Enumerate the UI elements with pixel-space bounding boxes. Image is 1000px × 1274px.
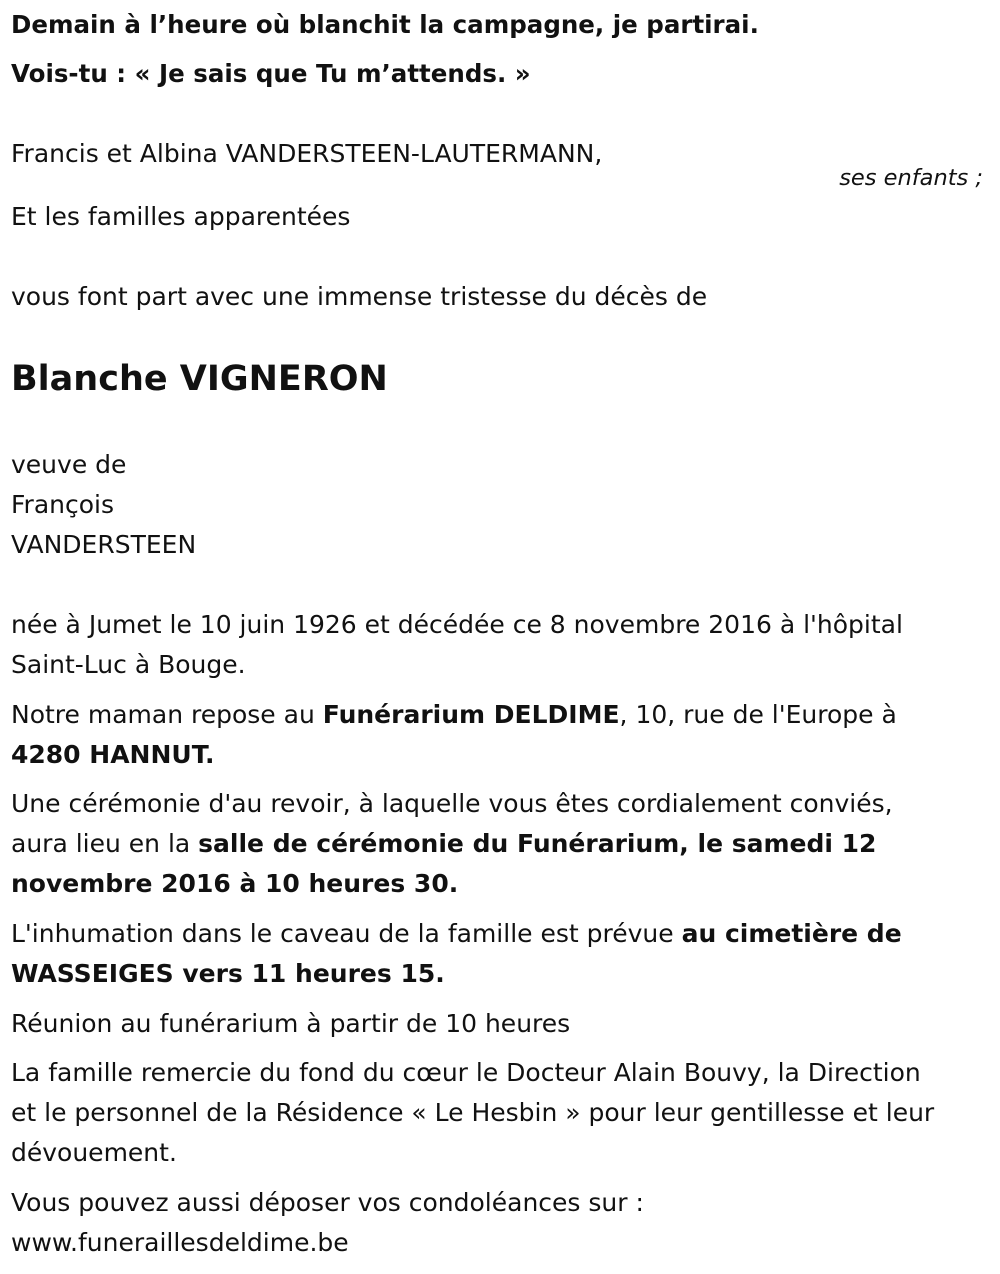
condolences-line: Vous pouvez aussi déposer vos condoléances sur : bbox=[11, 1188, 644, 1217]
spouse-last-name: VANDERSTEEN bbox=[11, 530, 197, 559]
repose-city: 4280 HANNUT. bbox=[11, 740, 215, 769]
burial-place: au cimetière de bbox=[681, 919, 902, 948]
burial-line-1 bbox=[11, 914, 902, 954]
funeral-home-name: Funérarium DELDIME bbox=[322, 700, 620, 729]
ceremony-line-2 bbox=[11, 824, 876, 864]
epigraph-line-2: Vois-tu : « Je sais que Tu m’attends. » bbox=[11, 59, 531, 88]
widow-of-label: veuve de bbox=[11, 450, 127, 479]
condolences-link[interactable]: www.funeraillesdeldime.be bbox=[11, 1228, 349, 1257]
epigraph-line-1: Demain à l’heure où blanchit la campagne, je partirai. bbox=[11, 10, 759, 39]
ceremony-place-date: salle de cérémonie du Funérarium, le samedi 12 bbox=[198, 829, 877, 858]
ceremony-line-1: Une cérémonie d'au revoir, à laquelle vous êtes cordialement conviés, bbox=[11, 789, 893, 818]
thanks-line-1: La famille remercie du fond du cœur le Docteur Alain Bouvy, la Direction bbox=[11, 1058, 921, 1087]
meeting-line: Réunion au funérarium à partir de 10 heures bbox=[11, 1009, 571, 1038]
relatives-line: Et les familles apparentées bbox=[11, 202, 351, 231]
thanks-line-3: dévouement. bbox=[11, 1138, 177, 1167]
announcement-line: vous font part avec une immense tristesse du décès de bbox=[11, 282, 708, 311]
children-names: Francis et Albina VANDERSTEEN-LAUTERMANN, bbox=[11, 139, 603, 168]
burial-line-1-pre: L'inhumation dans le caveau de la famille est prévue bbox=[11, 919, 682, 948]
spouse-first-name: François bbox=[11, 490, 115, 519]
children-role: ses enfants ; bbox=[839, 165, 983, 191]
ceremony-line-3: novembre 2016 à 10 heures 30. bbox=[11, 869, 459, 898]
birth-death-line-2: Saint-Luc à Bouge. bbox=[11, 650, 246, 679]
birth-death-line-1: née à Jumet le 10 juin 1926 et décédée ce 8 novembre 2016 à l'hôpital bbox=[11, 610, 903, 639]
repose-line-1 bbox=[11, 695, 897, 735]
repose-pre: Notre maman repose au bbox=[11, 700, 323, 729]
deceased-name: Blanche VIGNERON bbox=[11, 359, 388, 399]
thanks-line-2: et le personnel de la Résidence « Le Hesbin » pour leur gentillesse et leur bbox=[11, 1098, 935, 1127]
burial-line-2: WASSEIGES vers 11 heures 15. bbox=[11, 959, 445, 988]
ceremony-line-2-pre: aura lieu en la bbox=[11, 829, 199, 858]
repose-address: , 10, rue de l'Europe à bbox=[619, 700, 897, 729]
